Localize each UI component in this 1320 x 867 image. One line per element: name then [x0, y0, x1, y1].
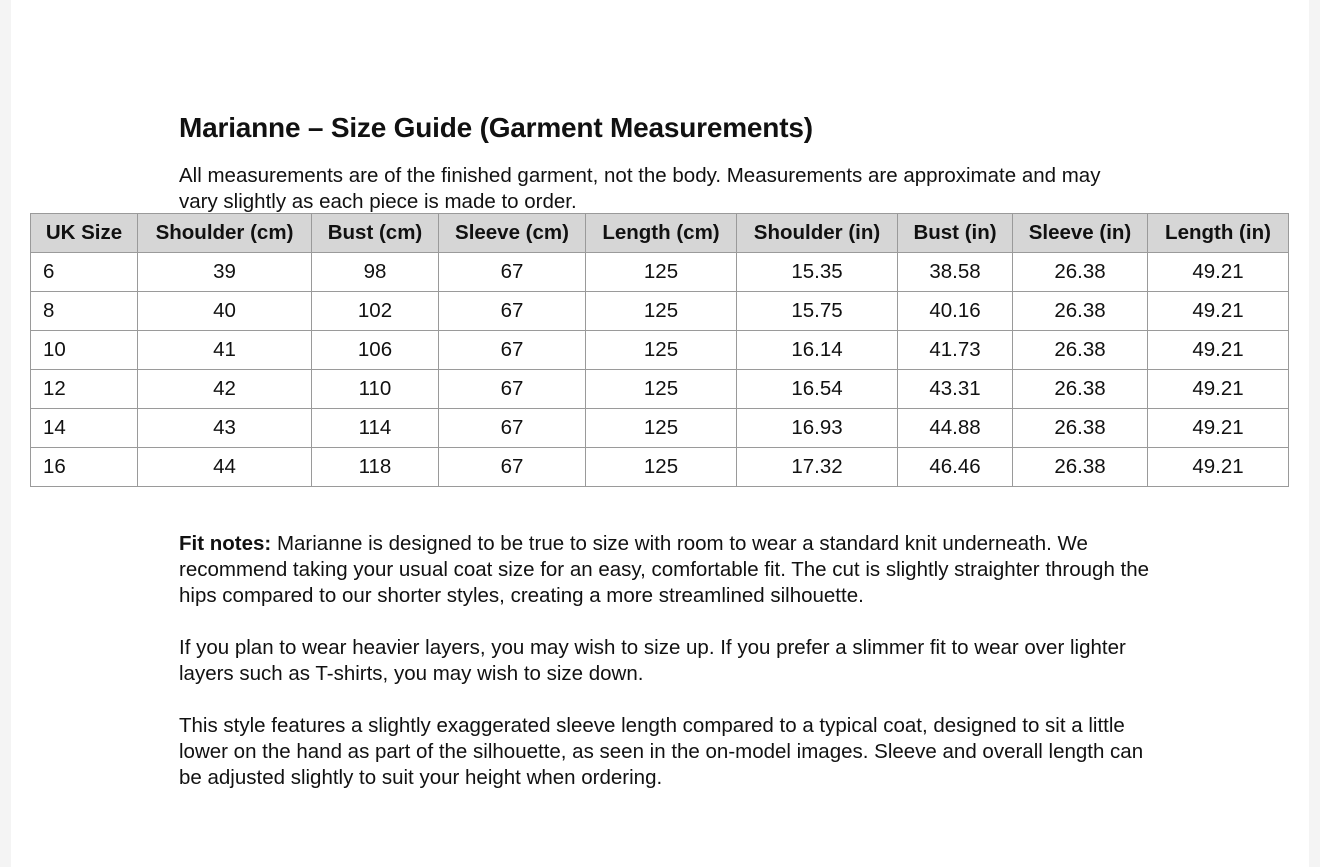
table-cell: 39	[138, 253, 312, 292]
header-length-in: Length (in)	[1148, 214, 1289, 253]
table-cell: 49.21	[1148, 253, 1289, 292]
document-page	[11, 0, 1309, 867]
table-cell: 16	[31, 448, 138, 487]
table-cell: 46.46	[898, 448, 1013, 487]
header-sleeve-cm: Sleeve (cm)	[439, 214, 586, 253]
table-cell: 125	[586, 448, 737, 487]
table-cell: 49.21	[1148, 448, 1289, 487]
header-shoulder-in: Shoulder (in)	[737, 214, 898, 253]
table-cell: 49.21	[1148, 370, 1289, 409]
table-cell: 16.54	[737, 370, 898, 409]
table-cell: 44	[138, 448, 312, 487]
table-cell: 42	[138, 370, 312, 409]
table-cell: 102	[312, 292, 439, 331]
sleeve-paragraph: This style features a slightly exaggerated sleeve length compared to a typical coat, designed to sit a little lower on the hand as part of the silhouette, as seen in the on-model images. Sleeve and overall length can be adjusted slightly to suit your height when ordering.	[179, 714, 1144, 789]
table-cell: 49.21	[1148, 292, 1289, 331]
table-header-row	[31, 214, 1289, 253]
table-cell: 114	[312, 409, 439, 448]
table-row	[31, 448, 1289, 487]
table-cell: 125	[586, 292, 737, 331]
table-cell: 26.38	[1013, 253, 1148, 292]
table-cell: 8	[31, 292, 138, 331]
table-cell: 16.93	[737, 409, 898, 448]
table-cell: 106	[312, 331, 439, 370]
table-cell: 17.32	[737, 448, 898, 487]
table-cell: 49.21	[1148, 409, 1289, 448]
fit-paragraph	[179, 531, 1159, 609]
table-cell: 40	[138, 292, 312, 331]
header-length-cm: Length (cm)	[586, 214, 737, 253]
table-cell: 125	[586, 409, 737, 448]
layers-paragraph: If you plan to wear heavier layers, you may wish to size up. If you prefer a slimmer fit to wear over lighter layers such as T-shirts, you may wish to size down.	[179, 636, 1126, 685]
table-cell: 118	[312, 448, 439, 487]
table-cell: 16.14	[737, 331, 898, 370]
table-cell: 67	[439, 331, 586, 370]
page-title: Marianne – Size Guide (Garment Measurements)	[179, 112, 813, 143]
fit-notes-text: Marianne is designed to be true to size with room to wear a standard knit underneath. We recommend taking your usual coat size for an easy, comfortable fit. The cut is slightly straighter through the hips compared to our shorter styles, creating a more streamlined silhouette.	[179, 532, 1150, 607]
table-cell: 43.31	[898, 370, 1013, 409]
table-cell: 125	[586, 331, 737, 370]
table-cell: 38.58	[898, 253, 1013, 292]
table-cell: 67	[439, 253, 586, 292]
table-cell: 26.38	[1013, 331, 1148, 370]
header-bust-in: Bust (in)	[898, 214, 1013, 253]
table-cell: 10	[31, 331, 138, 370]
intro-text: All measurements are of the finished garment, not the body. Measurements are approximate and may vary slightly as each piece is made to order.	[179, 164, 1101, 213]
table-row	[31, 370, 1289, 409]
table-cell: 110	[312, 370, 439, 409]
table-row	[31, 409, 1289, 448]
fit-notes-label: Fit notes:	[179, 532, 272, 555]
table-cell: 125	[586, 253, 737, 292]
table-cell: 12	[31, 370, 138, 409]
header-bust-cm: Bust (cm)	[312, 214, 439, 253]
table-cell: 40.16	[898, 292, 1013, 331]
table-cell: 67	[439, 292, 586, 331]
table-cell: 41	[138, 331, 312, 370]
table-row	[31, 292, 1289, 331]
table-cell: 67	[439, 409, 586, 448]
header-shoulder-cm: Shoulder (cm)	[138, 214, 312, 253]
table-cell: 67	[439, 370, 586, 409]
table-cell: 26.38	[1013, 370, 1148, 409]
table-cell: 26.38	[1013, 448, 1148, 487]
table-cell: 26.38	[1013, 292, 1148, 331]
table-cell: 6	[31, 253, 138, 292]
size-table	[30, 213, 1289, 487]
table-cell: 44.88	[898, 409, 1013, 448]
table-row	[31, 331, 1289, 370]
table-cell: 15.75	[737, 292, 898, 331]
fit-notes	[179, 531, 1159, 817]
table-cell: 98	[312, 253, 439, 292]
header-uk-size: UK Size	[31, 214, 138, 253]
table-cell: 14	[31, 409, 138, 448]
table-cell: 43	[138, 409, 312, 448]
table-cell: 49.21	[1148, 331, 1289, 370]
table-cell: 67	[439, 448, 586, 487]
table-cell: 41.73	[898, 331, 1013, 370]
table-body	[31, 253, 1289, 487]
table-cell: 15.35	[737, 253, 898, 292]
table-row	[31, 253, 1289, 292]
table-cell: 125	[586, 370, 737, 409]
table-cell: 26.38	[1013, 409, 1148, 448]
header-sleeve-in: Sleeve (in)	[1013, 214, 1148, 253]
